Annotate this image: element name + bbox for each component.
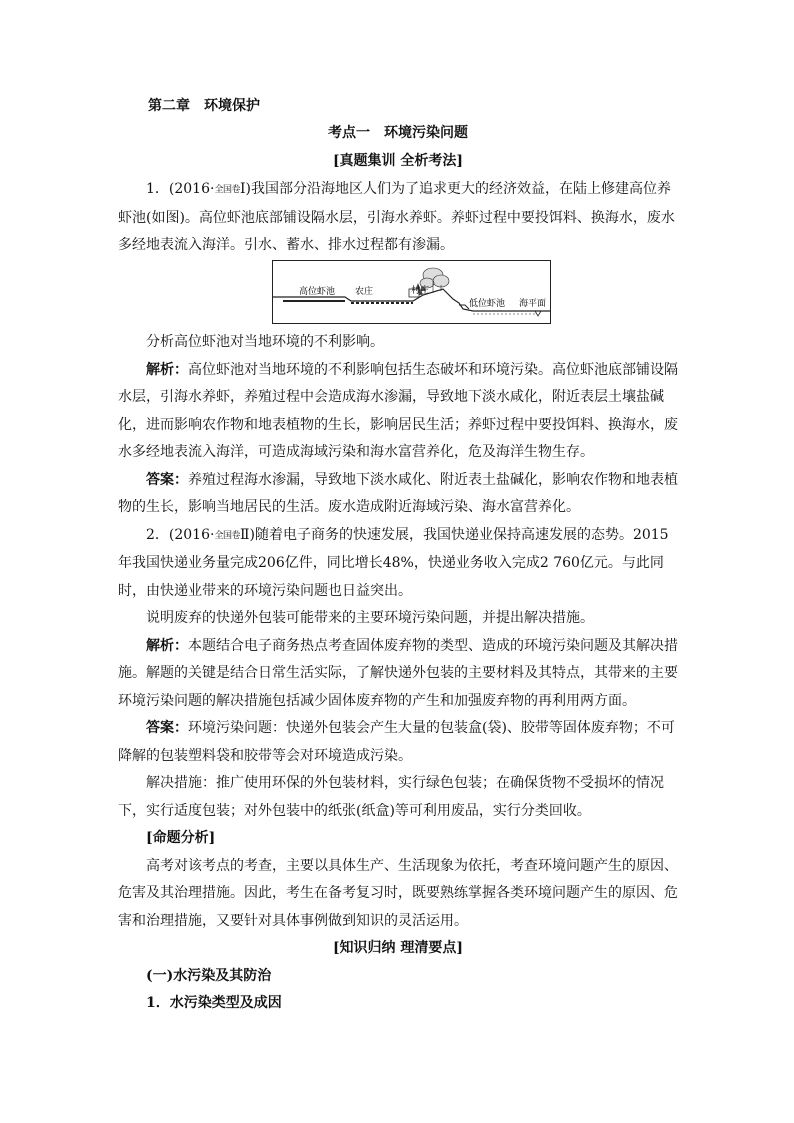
question-2-analysis — [118, 633, 678, 716]
question-2-solution: 解决措施：推广使用环保的外包装材料，实行绿色包装；在确保货物不受损坏的情况下，实行适度包装；对外包装中的纸张(纸盒)等可利用废品，实行分类回收。 — [118, 775, 664, 819]
sub-a-water-pollution: (一)水污染及其防治 — [146, 967, 272, 984]
label-high-pond: 高位虾池 — [299, 287, 336, 297]
question-1-question: 分析高位虾池对当地环境的不利影响。 — [146, 334, 384, 350]
label-farm: 农庄 — [355, 287, 374, 297]
chapter-title: 第二章 环境保护 — [148, 98, 260, 114]
question-1-body — [118, 329, 678, 1018]
subheading-real-exam: [真题集训 全析考法] — [332, 152, 464, 169]
label-low-pond: 低位虾池 — [469, 299, 506, 309]
question-2-answer-text: 环境污染问题：快递外包装会产生大量的包装盒(袋)、胶带等固体废弃物；不可降解的包装塑料袋和胶带等会对环境造成污染。 — [118, 720, 675, 764]
question-1-analysis-text: 高位虾池对当地环境的不利影响包括生态破坏和环境污染。高位虾池底部铺设隔水层，引海水养虾，养殖过程中会造成海水渗漏，导致地下淡水咸化，附近表层土壤盐碱化，进而影响农作物和地表植物的生长，影响居民生活；养虾过程中要投饵料、换海水，废水多经地表流入海洋，可造成海域污染和海水富营养化，危及海洋生物生存。 — [118, 361, 678, 460]
analysis-label: 解析： — [146, 361, 188, 378]
analysis-label: 解析： — [146, 637, 188, 654]
section-header — [118, 120, 678, 175]
question-2-number: 2．(2016· — [146, 526, 215, 543]
question-1 — [118, 176, 678, 260]
answer-label: 答案： — [146, 471, 188, 488]
question-1-source: 全国卷 — [214, 185, 240, 195]
chapter-header — [118, 93, 678, 121]
question-2-analysis-text: 本题结合电子商务热点考查固体废弃物的类型、造成的环境污染问题及其解决措施。解题的关键是结合日常生活实际，了解快递外包装的主要材料及其特点，其带来的主要环境污染问题的解决措施包括减少固体废弃物的产生和加强废弃物的再利用两方面。 — [118, 637, 678, 709]
answer-label: 答案： — [146, 720, 188, 736]
label-sea-level: 海平面 — [519, 299, 547, 309]
question-1-number-tail: Ⅰ) — [239, 181, 251, 197]
question-1-answer-text: 养殖过程海水渗漏，导致地下淡水咸化、附近表土盐碱化，影响农作物和地表植物的生长，影响当地居民的生活。废水造成附近海域污染、海水富营养化。 — [118, 471, 678, 515]
question-2-text: 随着电子商务的快速发展，我国快递业保持高速发展的态势。2015年我国快递业务量完成206亿件，同比增长48%，快递业务收入完成2 760亿元。与此同时，由快递业带来的环境污染问题也日益突出。 — [118, 526, 669, 599]
question-2-number-tail: Ⅱ) — [239, 526, 255, 543]
question-1-stem — [118, 176, 678, 260]
question-2-source: 全国卷 — [214, 530, 240, 541]
section-title: 考点一 环境污染问题 — [328, 125, 468, 141]
question-1-number: 1．(2016· — [146, 181, 215, 197]
question-1-analysis — [118, 357, 678, 467]
question-2-stem — [118, 522, 678, 606]
analysis-heading: [命题分析] — [146, 830, 216, 846]
question-1-text: 我国部分沿海地区人们为了追求更大的经济效益，在陆上修建高位养虾池(如图)。高位虾池底部铺设隔水层，引海水养虾。养虾过程中要投饵料、换海水，废水多经地表流入海洋。引水、蓄水、排水过程都有渗漏。 — [118, 181, 675, 253]
label-village: 村庄 — [411, 286, 430, 296]
question-2-answer — [118, 715, 678, 770]
sub-b-water-pollution-types: 1．水污染类型及成因 — [146, 995, 282, 1011]
shrimp-pond-diagram — [272, 260, 551, 324]
subheading-knowledge: [知识归纳 理清要点] — [332, 940, 464, 956]
question-1-answer — [118, 467, 678, 522]
analysis-body: 高考对该考点的考查，主要以具体生产、生活现象为依托，考查环境问题产生的原因、危害及其治理措施。因此，考生在备考复习时，既要熟练掌握各类环境问题产生的原因、危害和治理措施，又要针对具体事例做到知识的灵活运用。 — [118, 857, 678, 929]
question-2-question: 说明废弃的快递外包装可能带来的主要环境污染问题，并提出解决措施。 — [146, 610, 594, 626]
